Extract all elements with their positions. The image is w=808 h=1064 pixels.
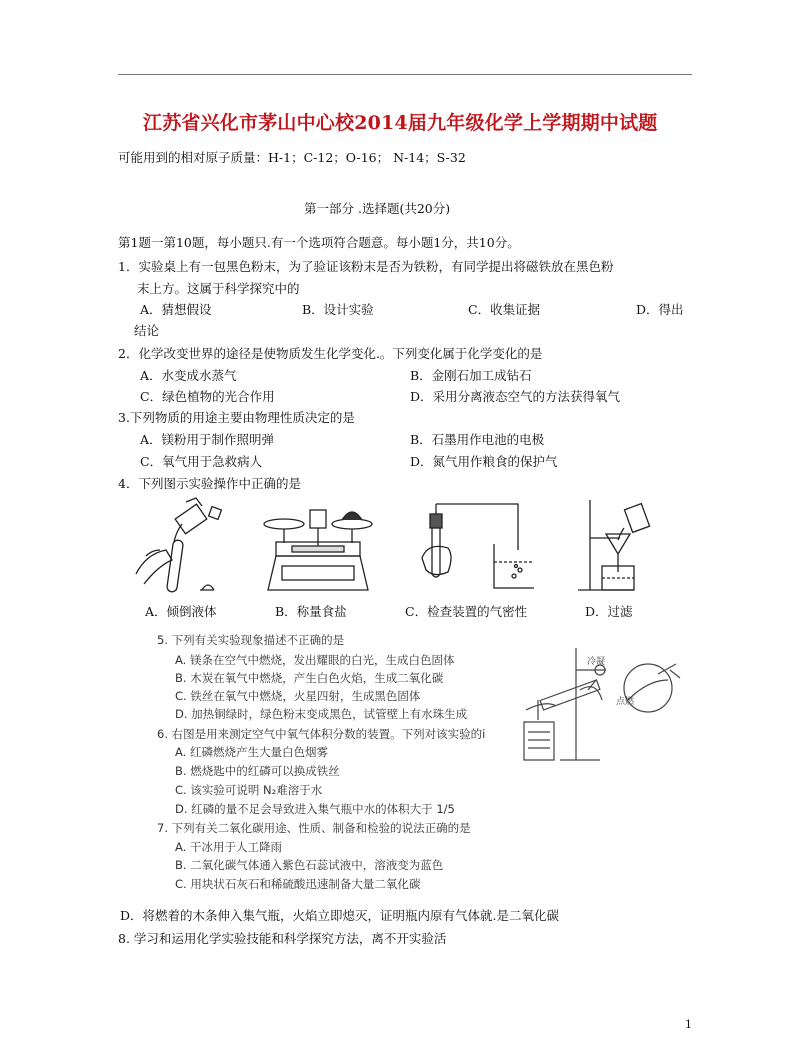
q5-option-c: C. 铁丝在氧气中燃烧，火星四射，生成黑色固体: [175, 689, 421, 703]
q2-option-c: C．绿色植物的光合作用: [140, 389, 275, 404]
q1-option-a: A．猜想假设: [140, 302, 212, 317]
page-number: 1: [685, 1018, 692, 1031]
q2-option-d: D．采用分离液态空气的方法获得氧气: [410, 389, 621, 404]
q6-option-c: C. 该实验可说明 N₂难溶于水: [175, 783, 323, 797]
figure-label-cold: 冷凝: [587, 657, 606, 667]
q7-option-a: A. 干冰用于人工降雨: [175, 840, 282, 854]
q4-option-d: D．过滤: [585, 604, 633, 619]
header-rule: [118, 74, 692, 75]
q5-option-b: B. 木炭在氧气中燃烧，产生白色火焰，生成二氧化碳: [175, 671, 444, 685]
q6-option-a: A. 红磷燃烧产生大量白色烟雾: [175, 745, 328, 759]
page-title: 江苏省兴化市茅山中心校2014届九年级化学上学期期中试题: [143, 112, 658, 134]
pouring-liquid-figure: [126, 496, 236, 600]
balance-figure: [262, 502, 374, 598]
q6-stem: 6. 右图是用来测定空气中氧气体积分数的装置。下列对该实验的i: [157, 727, 486, 741]
q1-option-c: C．收集证据: [468, 302, 541, 317]
q7-option-c: C. 用块状石灰石和稀硫酸迅速制备大量二氧化碳: [175, 877, 421, 891]
q5-option-a: A. 镁条在空气中燃烧，发出耀眼的白光，生成白色固体: [175, 653, 455, 667]
q4-option-c: C．检查装置的气密性: [405, 604, 528, 619]
q1-stem-line2: 末上方。这属于科学探究中的: [137, 281, 300, 296]
q2-option-b: B．金刚石加工成钻石: [410, 368, 532, 383]
q4-option-a: A．倾倒液体: [145, 604, 217, 619]
figure-label-heat: 点燃: [616, 697, 635, 707]
q7-option-d: D．将燃着的木条伸入集气瓶，火焰立即熄灭，证明瓶内原有气体就.是二氧化碳: [120, 908, 559, 923]
q8-stem: 8. 学习和运用化学实验技能和科学探究方法，离不开实验活: [118, 931, 447, 946]
q6-option-b: B. 燃烧匙中的红磷可以换成铁丝: [175, 764, 340, 778]
airtightness-figure: [414, 498, 534, 598]
q3-option-d: D．氮气用作粮食的保护气: [410, 454, 558, 469]
q3-option-b: B．石墨用作电池的电极: [410, 432, 545, 447]
q4-option-b: B．称量食盐: [275, 604, 347, 619]
oxygen-apparatus-figure: [520, 640, 690, 764]
q1-option-d: D．得出: [636, 302, 684, 317]
q3-stem: 3.下列物质的用途主要由物理性质决定的是: [118, 410, 355, 425]
q7-option-b: B. 二氧化碳气体通入紫色石蕊试液中，溶液变为蓝色: [175, 858, 444, 872]
filtration-figure: [574, 494, 656, 598]
q3-option-c: C．氧气用于急救病人: [140, 454, 263, 469]
q1-option-d-cont: 结论: [134, 323, 160, 338]
q7-stem: 7. 下列有关二氧化碳用途、性质、制备和检验的说法正确的是: [157, 821, 471, 835]
atomic-mass-line: 可能用到的相对原子质量：H-1；C-12；O-16； N-14；S-32: [118, 150, 466, 165]
q2-stem: 2．化学改变世界的途径是使物质发生化学变化.。下列变化属于化学变化的是: [118, 346, 543, 361]
part1-heading: 第一部分 .选择题(共20分): [304, 201, 451, 216]
q4-stem: 4．下列图示实验操作中正确的是: [118, 476, 301, 491]
q5-option-d: D. 加热铜绿时，绿色粉末变成黑色，试管壁上有水珠生成: [175, 707, 468, 721]
q1-stem-line1: 1．实验桌上有一包黑色粉末，为了验证该粉末是否为铁粉，有同学提出将磁铁放在黑色粉: [118, 259, 614, 274]
q3-option-a: A．镁粉用于制作照明弹: [140, 432, 275, 447]
q2-option-a: A．水变成水蒸气: [140, 368, 237, 383]
q1-option-b: B．设计实验: [302, 302, 374, 317]
part1-instructions: 第1题一第10题，每小题只.有一个选项符合题意。每小题1分，共10分。: [118, 235, 520, 250]
q6-option-d: D. 红磷的量不足会导致进入集气瓶中水的体积大于 1/5: [175, 802, 455, 816]
q5-stem: 5. 下列有关实验现象描述不正确的是: [157, 633, 345, 647]
